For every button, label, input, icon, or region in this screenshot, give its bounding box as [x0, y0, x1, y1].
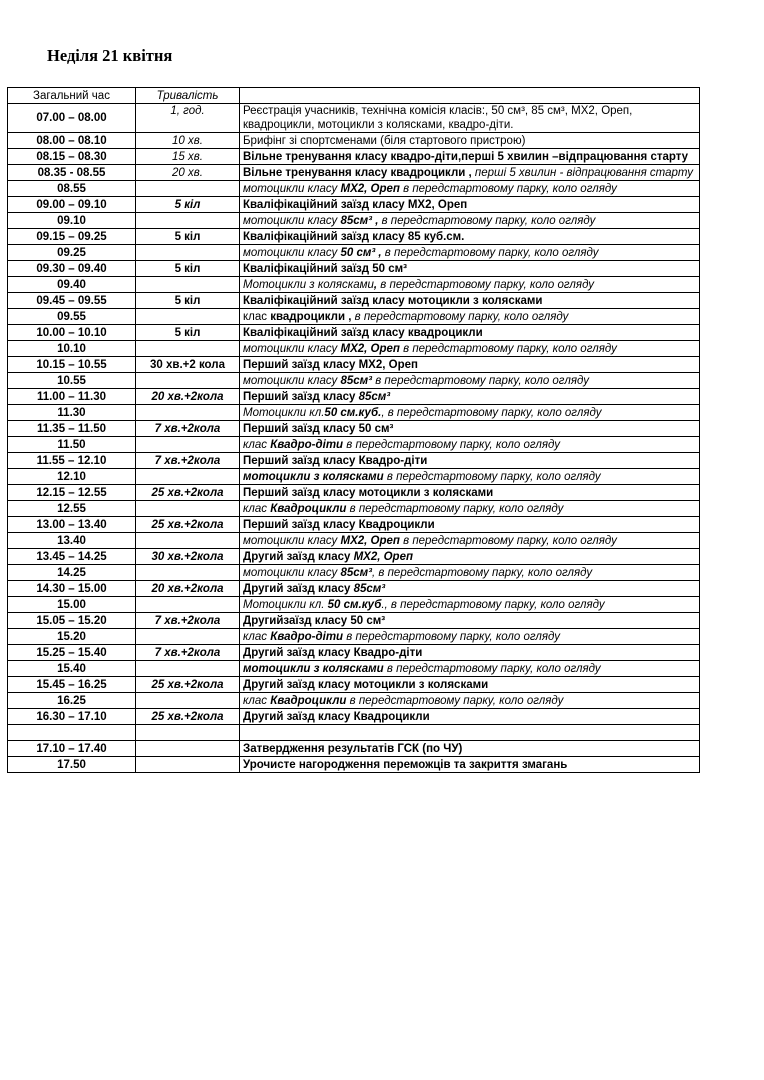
row-time: 15.05 – 15.20: [8, 613, 136, 629]
row-duration: 7 хв.+2кола: [136, 453, 240, 469]
table-header-row: [8, 88, 700, 104]
row-duration: 20 хв.: [136, 165, 240, 181]
table-row: [8, 741, 700, 757]
table-row: [8, 277, 700, 293]
row-description: мотоцикли класу 85см³ в передстартовому парку, коло огляду: [240, 373, 700, 389]
table-row: [8, 389, 700, 405]
row-time: 09.40: [8, 277, 136, 293]
row-description: клас Квадро-діти в передстартовому парку, коло огляду: [240, 437, 700, 453]
row-duration: [136, 693, 240, 709]
row-duration: [136, 741, 240, 757]
table-row: [8, 165, 700, 181]
row-time: 15.40: [8, 661, 136, 677]
row-description: мотоцикли з колясками в передстартовому парку, коло огляду: [240, 469, 700, 485]
table-row: [8, 197, 700, 213]
table-row: [8, 757, 700, 773]
row-description: клас Квадроцикли в передстартовому парку, коло огляду: [240, 693, 700, 709]
row-description: Затвердження результатів ГСК (по ЧУ): [240, 741, 700, 757]
row-description: клас квадроцикли , в передстартовому парку, коло огляду: [240, 309, 700, 325]
row-duration: [136, 661, 240, 677]
table-row: [8, 181, 700, 197]
column-header-description: [240, 88, 700, 104]
row-description: мотоцикли класу МХ2, Ореп в передстартовому парку, коло огляду: [240, 341, 700, 357]
row-time: 08.00 – 08.10: [8, 133, 136, 149]
row-time: 10.00 – 10.10: [8, 325, 136, 341]
row-description: мотоцикли класу 85см³, в передстартовому парку, коло огляду: [240, 565, 700, 581]
table-row: [8, 421, 700, 437]
row-time: 17.50: [8, 757, 136, 773]
row-time: 11.50: [8, 437, 136, 453]
row-time: 10.10: [8, 341, 136, 357]
row-duration: [136, 373, 240, 389]
row-time: 10.15 – 10.55: [8, 357, 136, 373]
table-row: [8, 549, 700, 565]
row-time: 12.10: [8, 469, 136, 485]
row-time: 08.35 - 08.55: [8, 165, 136, 181]
row-time: 08.15 – 08.30: [8, 149, 136, 165]
row-description: Перший заїзд класу 85см³: [240, 389, 700, 405]
row-time: 14.25: [8, 565, 136, 581]
row-description: мотоцикли класу МХ2, Ореп в передстартовому парку, коло огляду: [240, 533, 700, 549]
table-row: [8, 709, 700, 725]
table-row: [8, 357, 700, 373]
row-time: 12.15 – 12.55: [8, 485, 136, 501]
row-duration: [136, 245, 240, 261]
row-duration: [136, 213, 240, 229]
row-duration: 25 хв.+2кола: [136, 677, 240, 693]
row-description: Другий заїзд класу 85см³: [240, 581, 700, 597]
row-time: 12.55: [8, 501, 136, 517]
row-description: Другийзаїзд класу 50 см³: [240, 613, 700, 629]
row-description: Брифінг зі спортсменами (біля стартового пристрою): [240, 133, 700, 149]
row-description: Другий заїзд класу Квадро-діти: [240, 645, 700, 661]
table-row: [8, 405, 700, 421]
row-description: Вільне тренування класу квадро-діти,перші 5 хвилин –відпрацювання старту: [240, 149, 700, 165]
row-description: Перший заїзд класу мотоцикли з колясками: [240, 485, 700, 501]
table-row: [8, 501, 700, 517]
table-row: [8, 677, 700, 693]
row-time: 11.35 – 11.50: [8, 421, 136, 437]
table-row: [8, 325, 700, 341]
row-duration: [136, 341, 240, 357]
table-row: [8, 645, 700, 661]
table-row: [8, 133, 700, 149]
row-duration: 10 хв.: [136, 133, 240, 149]
row-time: 13.40: [8, 533, 136, 549]
row-duration: 25 хв.+2кола: [136, 709, 240, 725]
row-duration: [136, 277, 240, 293]
row-time: 16.25: [8, 693, 136, 709]
row-description: мотоцикли класу 50 см³ , в передстартовому парку, коло огляду: [240, 245, 700, 261]
row-time: 11.00 – 11.30: [8, 389, 136, 405]
row-description: Другий заїзд класу МХ2, Ореп: [240, 549, 700, 565]
row-time: 13.45 – 14.25: [8, 549, 136, 565]
row-time: 08.55: [8, 181, 136, 197]
table-row: [8, 149, 700, 165]
row-description: Перший заїзд класу Квадроцикли: [240, 517, 700, 533]
row-description: Мотоцикли кл. 50 см.куб., в передстартовому парку, коло огляду: [240, 597, 700, 613]
table-row: [8, 437, 700, 453]
row-duration: [136, 757, 240, 773]
row-time: 15.00: [8, 597, 136, 613]
row-description: Реєстрація учасників, технічна комісія класів:, 50 см³, 85 см³, МХ2, Ореп, квадроцикли, мотоцикли з колясками, квадро-діти.: [240, 104, 700, 133]
row-duration: 7 хв.+2кола: [136, 645, 240, 661]
row-duration: 20 хв.+2кола: [136, 581, 240, 597]
row-duration: 1, год.: [136, 104, 240, 133]
row-description: клас Квадро-діти в передстартовому парку, коло огляду: [240, 629, 700, 645]
row-duration: 15 хв.: [136, 149, 240, 165]
row-description: Мотоцикли з колясками, в передстартовому парку, коло огляду: [240, 277, 700, 293]
row-time: 09.45 – 09.55: [8, 293, 136, 309]
table-row: [8, 517, 700, 533]
row-duration: [136, 309, 240, 325]
table-row: [8, 261, 700, 277]
row-duration: 5 кіл: [136, 229, 240, 245]
table-row: [8, 629, 700, 645]
row-time: 13.00 – 13.40: [8, 517, 136, 533]
table-row: [8, 373, 700, 389]
row-time: 09.00 – 09.10: [8, 197, 136, 213]
row-duration: 7 хв.+2кола: [136, 421, 240, 437]
row-duration: [136, 533, 240, 549]
row-description: Урочисте нагородження переможців та закриття змагань: [240, 757, 700, 773]
row-description: Кваліфікаційний заїзд 50 см³: [240, 261, 700, 277]
row-description: Кваліфікаційний заїзд класу квадроцикли: [240, 325, 700, 341]
row-time: 07.00 – 08.00: [8, 104, 136, 133]
row-duration: [136, 565, 240, 581]
row-duration: 20 хв.+2кола: [136, 389, 240, 405]
table-row: [8, 245, 700, 261]
row-description: мотоцикли класу МХ2, Ореп в передстартовому парку, коло огляду: [240, 181, 700, 197]
table-row: [8, 341, 700, 357]
row-description: мотоцикли з колясками в передстартовому парку, коло огляду: [240, 661, 700, 677]
row-duration: [136, 501, 240, 517]
row-duration: [136, 181, 240, 197]
row-duration: 5 кіл: [136, 325, 240, 341]
table-row: [8, 309, 700, 325]
schedule-table: [7, 87, 700, 773]
row-time: 15.20: [8, 629, 136, 645]
row-description: клас Квадроцикли в передстартовому парку, коло огляду: [240, 501, 700, 517]
row-duration: 5 кіл: [136, 197, 240, 213]
column-header-duration: Тривалість: [136, 88, 240, 104]
table-row: [8, 565, 700, 581]
row-duration: [136, 629, 240, 645]
column-header-total-time: Загальний час: [8, 88, 136, 104]
row-time: 09.25: [8, 245, 136, 261]
row-time: 09.55: [8, 309, 136, 325]
row-time: 15.25 – 15.40: [8, 645, 136, 661]
row-time: 10.55: [8, 373, 136, 389]
row-time: 09.10: [8, 213, 136, 229]
table-row-empty: [8, 725, 700, 741]
row-description: Перший заїзд класу Квадро-діти: [240, 453, 700, 469]
page-title: Неділя 21 квітня: [47, 46, 173, 65]
table-row: [8, 104, 700, 133]
table-row: [8, 293, 700, 309]
row-time: 16.30 – 17.10: [8, 709, 136, 725]
row-description: Другий заїзд класу мотоцикли з колясками: [240, 677, 700, 693]
row-description: Перший заїзд класу МХ2, Ореп: [240, 357, 700, 373]
row-description: мотоцикли класу 85см³ , в передстартовому парку, коло огляду: [240, 213, 700, 229]
table-row: [8, 213, 700, 229]
table-row: [8, 469, 700, 485]
row-duration: 7 хв.+2кола: [136, 613, 240, 629]
row-description: Кваліфікаційний заїзд класу мотоцикли з колясками: [240, 293, 700, 309]
table-row: [8, 229, 700, 245]
row-duration: [136, 405, 240, 421]
row-time: 09.15 – 09.25: [8, 229, 136, 245]
row-time: 17.10 – 17.40: [8, 741, 136, 757]
row-time: 14.30 – 15.00: [8, 581, 136, 597]
row-time: 11.30: [8, 405, 136, 421]
table-row: [8, 581, 700, 597]
row-time: 09.30 – 09.40: [8, 261, 136, 277]
table-row: [8, 693, 700, 709]
row-duration: [136, 597, 240, 613]
row-time: 11.55 – 12.10: [8, 453, 136, 469]
row-duration: 25 хв.+2кола: [136, 485, 240, 501]
row-description: Кваліфікаційний заїзд класу МХ2, Ореп: [240, 197, 700, 213]
row-duration: [136, 437, 240, 453]
table-row: [8, 533, 700, 549]
table-row: [8, 453, 700, 469]
table-row: [8, 613, 700, 629]
table-row: [8, 485, 700, 501]
row-description: Кваліфікаційний заїзд класу 85 куб.см.: [240, 229, 700, 245]
row-duration: 30 хв.+2 кола: [136, 357, 240, 373]
row-duration: 5 кіл: [136, 293, 240, 309]
row-time: 15.45 – 16.25: [8, 677, 136, 693]
row-duration: 25 хв.+2кола: [136, 517, 240, 533]
row-description: Вільне тренування класу квадроцикли , перші 5 хвилин - відпрацювання старту: [240, 165, 700, 181]
row-description: Перший заїзд класу 50 см³: [240, 421, 700, 437]
row-description: Другий заїзд класу Квадроцикли: [240, 709, 700, 725]
row-description: Мотоцикли кл.50 см.куб., в передстартовому парку, коло огляду: [240, 405, 700, 421]
row-duration: [136, 469, 240, 485]
row-duration: 5 кіл: [136, 261, 240, 277]
row-duration: 30 хв.+2кола: [136, 549, 240, 565]
table-row: [8, 597, 700, 613]
table-row: [8, 661, 700, 677]
